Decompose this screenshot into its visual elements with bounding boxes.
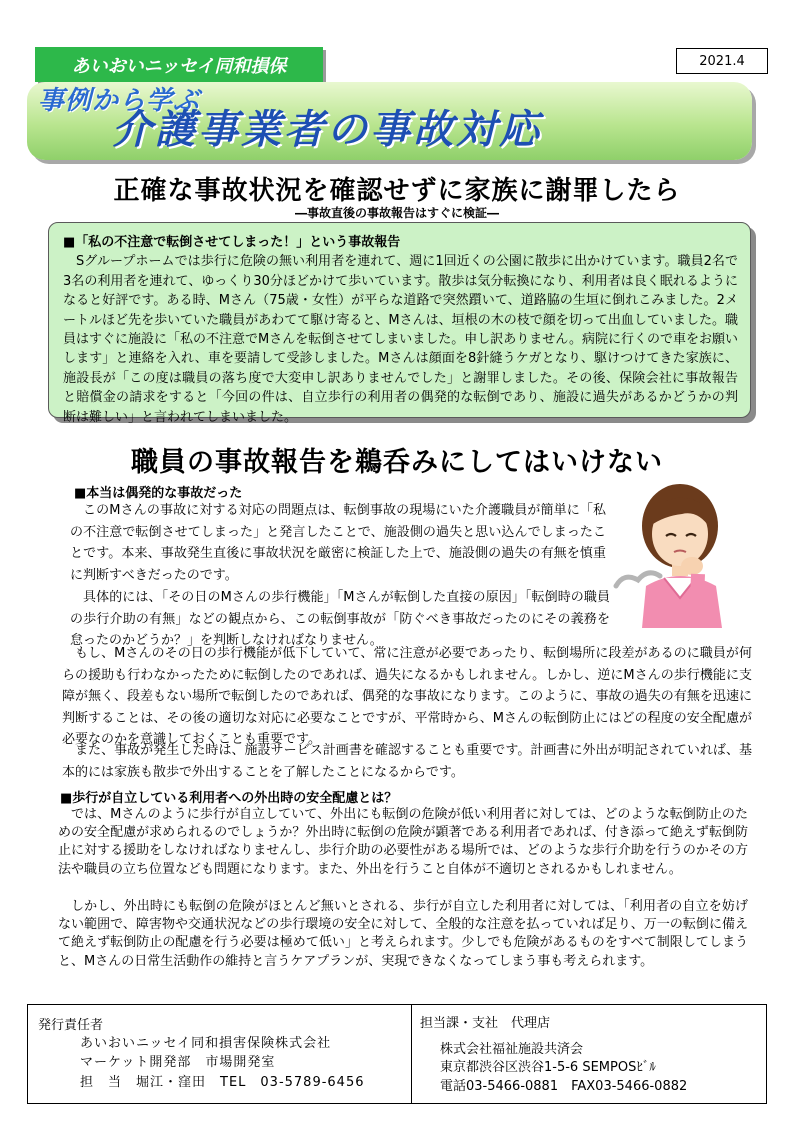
- series-label: 事例から学ぶ: [38, 86, 201, 116]
- subheading-accidental: ■本当は偶発的な事故だった: [74, 486, 243, 501]
- agency-phone: 電話03-5466-0881 FAX03-5466-0882: [440, 1079, 688, 1094]
- article-subheadline: ―事故直後の事故報告はすぐに検証―: [294, 206, 499, 220]
- thinking-caregiver-icon: [612, 478, 742, 628]
- brand-label: あいおいニッセイ同和損保: [35, 47, 323, 82]
- case-box: [48, 222, 751, 425]
- publisher-company: あいおいニッセイ同和損害保険株式会社: [80, 1036, 332, 1051]
- footer-box: [27, 1004, 767, 1104]
- subheading-safety: ■歩行が自立している利用者への外出時の安全配慮とは？: [60, 791, 398, 806]
- series-title: 介護事業者の事故対応: [112, 107, 542, 153]
- case-heading: ■「私の不注意で転倒させてしまった！」という事故報告: [63, 235, 401, 250]
- agency-label: 担当課・支社 代理店: [420, 1016, 551, 1031]
- paragraph-3: もし、Mさんのその日の歩行機能が低下していて、常に注意が必要であったり、転倒場所に段差があるのに職員が何らの援助も行わなかったために転倒したのであれば、過失になるかもしれません。しかし、逆にMさんの歩行機能に支障が無く、段差もない場所で転倒したのであれば、偶発的な事故になります。このように、事故の過失の有無を迅速に判断することは、その後の適切な対応に必要なことですが、平常時から、Mさんの転倒防止にはどの程度の安全配慮が必要なのかを意識しておくことも重要です。: [62, 646, 752, 747]
- paragraph-1: このMさんの事故に対する対応の問題点は、転倒事故の現場にいた介護職員が簡単に「私の不注意で転倒させてしまった」と発言したことで、施設側の過失と思い込んでしまったことです。本来、事故発生直後に事故状況を厳密に検証した上で、施設側の過失の有無を慎重に判断すべきだったのです。: [70, 503, 606, 583]
- agency-address: 東京都渋谷区渋谷1-5-6 SEMPOSﾋﾞﾙ: [440, 1060, 656, 1075]
- paragraph-5: では、Mさんのように歩行が自立していて、外出にも転倒の危険が低い利用者に対しては、どのような転倒防止のための安全配慮が求められるのでしょうか？外出時に転倒の危険が顕著である利用者であれば、付き添って絶えず転倒防止に対する援助をしなければなりませんし、歩行介助の必要性がある場所では、どのような歩行介助を行うのかその方法や職員の立ち位置なども問題になります。また、外出を行うこと自体が不適切とされるかもしれません。: [58, 807, 748, 877]
- paragraph-2: 具体的には、「その日のMさんの歩行機能」「Mさんが転倒した直接の原因」「転倒時の職員の歩行介助の有無」などの観点から、この転倒事故が「防ぐべき事故だったのにその義務を怠ったのかどうか？」を判断しなければなりません。: [70, 590, 610, 648]
- publisher-department: マーケット開発部 市場開発室: [80, 1055, 276, 1070]
- publisher-label: 発行責任者: [38, 1018, 104, 1033]
- publisher-contact: 担 当 堀江・窪田 TEL 03-5789-6456: [80, 1075, 365, 1090]
- paragraph-4: また、事故が発生した時は、施設サービス計画書を確認することも重要です。計画書に外出が明記されていれば、基本的には家族も散歩で外出することを了解したことになるからです。: [62, 743, 752, 780]
- case-body: Sグループホームでは歩行に危険の無い利用者を連れて、週に1回近くの公園に散歩に出かけています。職員2名で3名の利用者を連れて、ゆっくり30分ほどかけて歩いています。散歩は気分転換になり、利用者は良く眠れるようになると好評です。ある時、Mさん（75歳・女性）が平らな道路で突然躓いて、道路脇の生垣に倒れこみました。2メートルほど先を歩いていた職員があわてて駆け寄ると、Mさんは、垣根の木の枝で顔を切って出血していました。職員はすぐに施設に「私の不注意でMさんを転倒させてしまいました。申し訳ありません。病院に行くので車をお願いします」と連絡を入れ、車を要請して受診しました。Mさんは顔面を8針縫うケガとなり、駆けつけてきた家族に、施設長が「この度は職員の落ち度で大変申し訳ありませんでした」と謝罪しました。その後、保険会社に事故報告と賠償金の請求をすると「今回の件は、自立歩行の利用者の偶発的な転倒であり、施設に過失があるかどうかの判断は難しい」と言われてしまいました。: [63, 254, 738, 425]
- article-headline: 正確な事故状況を確認せずに家族に謝罪したら: [113, 176, 681, 206]
- agency-name: 株式会社福祉施設共済会: [440, 1042, 584, 1057]
- section-title: 職員の事故報告を鵜呑みにしてはいけない: [131, 447, 663, 478]
- paragraph-6: しかし、外出時にも転倒の危険がほとんど無いとされる、歩行が自立した利用者に対しては、「利用者の自立を妨げない範囲で、障害物や交通状況などの歩行環境の安全に対して、全般的な注意を払っていれば足り、万一の転倒に備えて絶えず転倒防止の配慮を行う必要は極めて低い」と考えられます。少しでも危険があるものをすべて制限してしまうと、Mさんの日常生活動作の維持と言うケアプランが、実現できなくなってしまう事も考えられます。: [58, 899, 748, 969]
- issue-date: 2021.4: [676, 48, 768, 74]
- footer-divider: [411, 1005, 412, 1103]
